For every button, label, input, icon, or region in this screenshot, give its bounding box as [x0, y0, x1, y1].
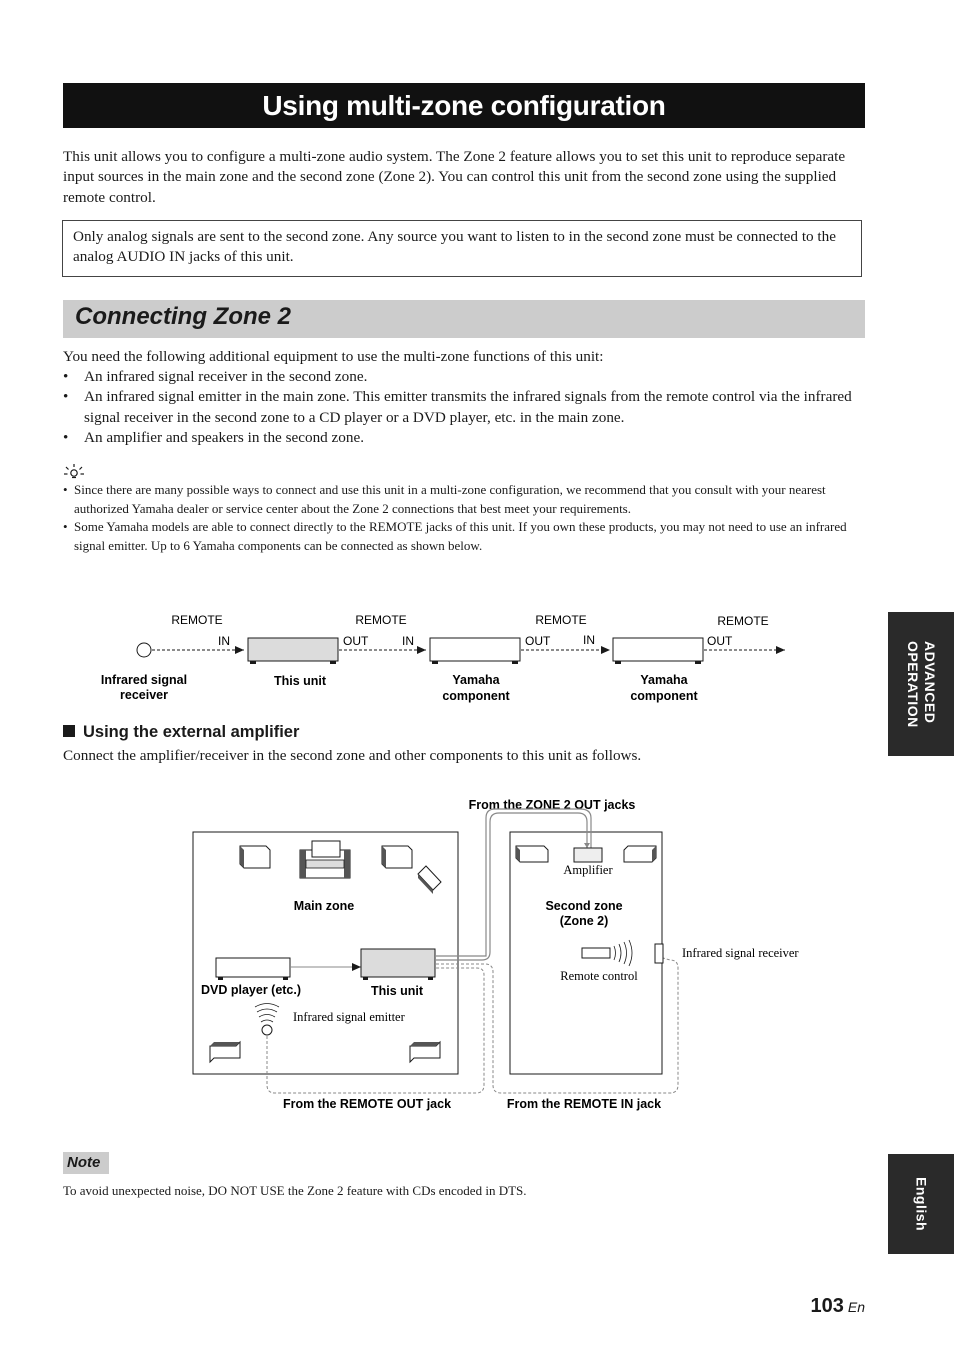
side-tab-english [888, 1154, 954, 1254]
side-tab-label: OPERATION [905, 640, 921, 728]
out-label: OUT [707, 634, 733, 648]
intro-paragraph: This unit allows you to configure a multi-zone audio system. The Zone 2 feature allows you to set this unit to reproduce separate input sources in the main zone and the second zone (Zone 2). You can control this unit from the second zone using the supplied remote control. [63, 148, 846, 206]
in-label: IN [218, 634, 230, 648]
yamaha-component-icon [613, 638, 703, 664]
note-label-box [63, 1152, 109, 1174]
list-item: • Some Yamaha models are able to connect directly to the REMOTE jacks of this unit. If you own these products, you may not need to use an infrared signal emitter. Up to 6 Yamaha components can be connected as shown below. [63, 518, 865, 555]
zone2-out-label: From the ZONE 2 OUT jacks [468, 798, 636, 812]
amp-paragraph: Connect the amplifier/receiver in the second zone and other components to this unit as follows. [63, 747, 642, 764]
list-item: • An infrared signal receiver in the second zone. [63, 367, 865, 387]
this-unit-device-icon [361, 949, 435, 980]
section-title-bar [63, 300, 865, 338]
note-text: To avoid unexpected noise, DO NOT USE the Zone 2 feature with CDs encoded in DTS. [63, 1183, 527, 1198]
equipment-intro: You need the following additional equipment to use the multi-zone functions of this unit: [63, 348, 604, 365]
note-label: Note [67, 1154, 101, 1171]
yamaha-label: Yamaha [452, 673, 500, 687]
list-item: • Since there are many possible ways to connect and use this unit in a multi-zone configuration, we recommend that you consult with your nearest authorized Yamaha dealer or service center about the Zone 2 connections that best meet your requirements. [63, 481, 865, 518]
zone-connection-diagram [0, 790, 880, 1120]
square-bullet-icon [63, 725, 75, 737]
subheading-text: Using the external amplifier [83, 723, 300, 741]
page-number-suffix: En [847, 1299, 865, 1315]
in-label: IN [583, 633, 595, 647]
ir-emitter-label: Infrared signal emitter [293, 1010, 405, 1024]
remote-label: REMOTE [171, 613, 223, 627]
this-unit-label: This unit [273, 674, 327, 688]
dvd-player-icon [216, 958, 290, 980]
section-title: Connecting Zone 2 [75, 303, 291, 330]
analog-note-box [62, 220, 862, 277]
second-zone-label: (Zone 2) [559, 914, 609, 928]
page-title: Using multi-zone configuration [262, 89, 666, 121]
receiver-label: Infrared signal [100, 673, 188, 687]
remote-in-label: From the REMOTE IN jack [506, 1097, 662, 1111]
amplifier-icon [574, 848, 602, 862]
side-tab-label: English [913, 1176, 930, 1232]
tips-list [63, 481, 865, 555]
remote-control-label: Remote control [560, 969, 638, 983]
speaker-icon [240, 846, 270, 868]
infrared-receiver-icon [137, 643, 151, 657]
remote-label: REMOTE [717, 614, 769, 628]
page-number-value: 103 [810, 1295, 844, 1317]
tip-lightbulb-icon [63, 462, 85, 480]
speaker-icon [516, 846, 548, 862]
remote-label: REMOTE [355, 613, 407, 627]
list-item: • An amplifier and speakers in the second zone. [63, 428, 865, 448]
remote-label: REMOTE [535, 613, 587, 627]
page-number [811, 1295, 866, 1318]
receiver-label: receiver [120, 688, 168, 702]
yamaha-label: component [630, 689, 698, 703]
remote-out-label: From the REMOTE OUT jack [282, 1097, 452, 1111]
main-zone-label: Main zone [293, 899, 355, 913]
yamaha-label: component [442, 689, 510, 703]
subheading [63, 723, 299, 742]
analog-note-text: Only analog signals are sent to the second zone. Any source you want to listen to in the second zone must be connected to the analog AUDIO IN jacks of this unit. [73, 228, 836, 266]
yamaha-component-icon [430, 638, 520, 664]
speaker-icon [624, 846, 656, 862]
side-tab-label: ADVANCED [922, 640, 938, 723]
equipment-list [63, 367, 865, 449]
list-item: • An infrared signal emitter in the main zone. This emitter transmits the infrared signals from the remote control via the infrared signal receiver in the second zone to a CD player or a DVD player, etc. in the main zone. [63, 387, 865, 428]
second-zone-label: Second zone [545, 899, 623, 913]
infrared-receiver-icon [655, 944, 663, 963]
ir-receiver-label: Infrared signal receiver [682, 946, 799, 960]
this-unit-device-icon [248, 638, 338, 664]
this-unit-label: This unit [370, 984, 424, 998]
side-tab-advanced-operation [888, 612, 954, 756]
yamaha-label: Yamaha [640, 673, 688, 687]
page-title-bar [63, 83, 865, 128]
dvd-player-label: DVD player (etc.) [200, 983, 302, 997]
speaker-icon [382, 846, 412, 868]
amplifier-label: Amplifier [563, 863, 613, 877]
out-label: OUT [525, 634, 551, 648]
out-label: OUT [343, 634, 369, 648]
remote-chain-diagram [0, 600, 880, 710]
in-label: IN [402, 634, 414, 648]
